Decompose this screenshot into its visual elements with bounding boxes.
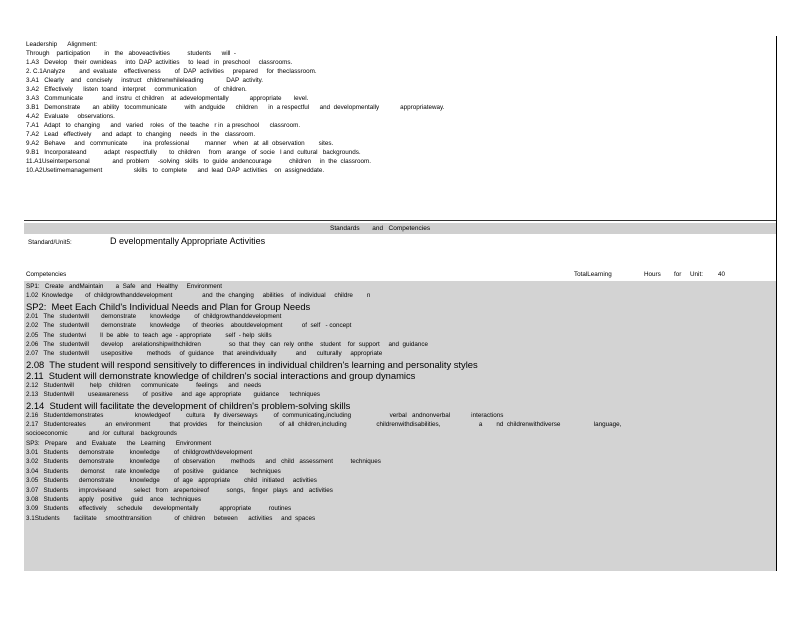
- competency-line: 2.17 Studentcreates an environment that provides for theinclusion of all children,including childrenwithdisabilities, a nd childrenwithdiverse language,: [26, 420, 622, 428]
- standards-title: Standards and Competencies: [330, 225, 431, 232]
- leadership-line: 3.B1 Demonstrate an ability tocommunicate with andguide children in a respectful and developmentally appropriateway.: [26, 104, 445, 111]
- leadership-line: 4.A2 Evaluate observations.: [26, 113, 115, 120]
- competency-line: 3.01 Students demonstrate knowledge of childgrowth/development: [26, 449, 253, 457]
- competency-line: 2.07 The studentwill usepositive methods of guidance that areindividually and culturally appropriate: [26, 350, 383, 358]
- competency-heading: 2.11 Student will demonstrate knowledge of children's social interactions and group dynamics: [26, 369, 416, 381]
- leadership-line: 3.A1 Clearly and concisely instruct childrenwhileleading DAP activity.: [26, 77, 264, 84]
- hours-value: 40: [718, 271, 726, 278]
- competency-line: 2.06 The studentwill develop arelationshipwithchildren so that they can rely onthe student for support and guidance: [26, 340, 429, 348]
- competencies-list: [26, 282, 774, 523]
- hours-label-3: for: [674, 271, 682, 278]
- leadership-lines: [26, 49, 766, 175]
- total-hours: [574, 271, 725, 278]
- leadership-line: 3.A3 Communicate and instru ct children at adevelopmentally appropriate level.: [26, 95, 309, 102]
- leadership-line: 10.A2Usetimemanagement skills to complete and lead DAP activities on assigneddate.: [26, 167, 325, 174]
- section-divider: [24, 220, 776, 221]
- competency-line: 3.07 Students improviseand select from arepertoireof songs, finger plays and activities: [26, 486, 333, 494]
- competency-line: 3.08 Students apply positive guid ance techniques: [26, 496, 202, 504]
- leadership-line: Through participation in the aboveactivities students will -: [26, 50, 236, 57]
- unit-name: D evelopmentally Appropriate Activities: [110, 236, 266, 246]
- competency-heading: 2.14 Student will facilitate the development of children's problem-solving skills: [26, 399, 351, 411]
- competency-line: 3.1Students facilitate smoothtransition of children between activities and spaces: [26, 514, 316, 522]
- right-border-line: [776, 36, 777, 571]
- competency-line: 3.02 Students demonstrate knowledge of observation methods and child assessment techniques: [26, 458, 381, 466]
- leadership-line: 1.A3 Develop their ownideas into DAP activities to lead in preschool classrooms.: [26, 59, 293, 66]
- leadership-line: 11.A1Useinterpersonal and problem -solving skills to guide andencourage children in the classroom.: [26, 158, 371, 165]
- leadership-line: 2. C.1Analyze and evaluate effectiveness of DAP activities prepared for theclassroom.: [26, 68, 317, 75]
- competency-heading: SP2: Meet Each Child's Individual Needs and Plan for Group Needs: [26, 300, 311, 312]
- competency-line: SP1: Create andMaintain a Safe and Healthy Environment: [26, 283, 223, 290]
- hours-label-1: TotalLearning: [574, 271, 612, 278]
- leadership-line: 9.A2 Behave and communicate ina professional manner when at all observation sites.: [26, 140, 334, 147]
- competency-line: socioeconomic and /or cultural backgrounds: [26, 430, 177, 438]
- competency-heading: 2.08 The student will respond sensitively to differences in individual children's learning and personality styles: [26, 358, 478, 370]
- leadership-heading: Leadership Alignment:: [26, 41, 98, 48]
- competency-line: 2.02 The studentwill demonstrate knowledge of theories aboutdevelopment of self - concept: [26, 322, 352, 330]
- unit-label: Standard/Unit5:: [28, 239, 72, 246]
- leadership-alignment-section: [26, 40, 766, 175]
- hours-label-4: Unit:: [690, 271, 703, 278]
- competency-line: 3.04 Students demonst rate knowledge of positive guidance techniques: [26, 467, 281, 475]
- leadership-line: 9.B1 Incorporateand adapt respectfully to children from arange of socie l and cultural backgrounds.: [26, 149, 361, 156]
- competency-line: 2.12 Studentwill help children communicate feelings and needs: [26, 381, 262, 389]
- competency-line: 2.16 Studentdemonstrates knowledgeof cultura lly diverseways of communicating,including verbal andnonverbal interactions: [26, 411, 504, 419]
- competency-line: SP3: Prepare and Evaluate the Learning Environment: [26, 439, 212, 447]
- competency-line: 2.13 Studentwill useawareness of positive and age appropriate guidance techniques: [26, 391, 321, 399]
- competency-line: 3.09 Students effectively schedule developmentally appropriate routines: [26, 505, 292, 513]
- competencies-label: Competencies: [26, 271, 67, 278]
- competency-line: 2.05 The studentwi ll be able to teach age - appropriate self - help skills: [26, 331, 272, 339]
- competency-line: 3.05 Students demonstrate knowledge of age appropriate child initiated activities: [26, 477, 317, 485]
- leadership-line: 3.A2 Effectively listen toand interpret communication of children.: [26, 86, 247, 93]
- leadership-line: 7.A2 Lead effectively and adapt to changing needs in the classroom.: [26, 131, 256, 138]
- leadership-line: 7.A1 Adapt to changing and varied roles of the teache r in a preschool classroom.: [26, 122, 301, 129]
- hours-label-2: Hours: [644, 271, 661, 278]
- competency-line: 1.02 Knowledge of childgrowthanddevelopment and the changing abilities of individual childre n: [26, 292, 371, 300]
- competency-line: 2.01 The studentwill demonstrate knowledge of childgrowthanddevelopment: [26, 312, 282, 320]
